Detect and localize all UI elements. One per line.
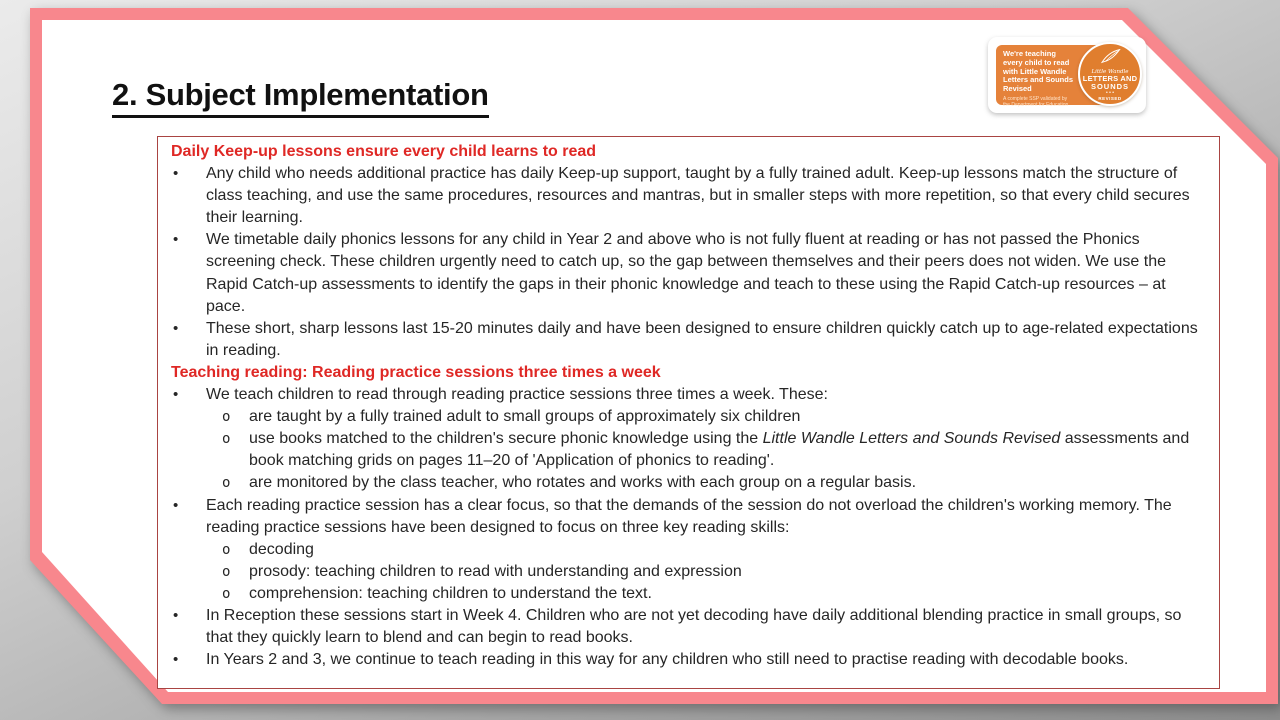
sub-bullet-item [158,583,1207,605]
sub-bullet-item [158,472,1207,494]
sub-bullet-marker: o [222,563,231,580]
sub-bullet-marker: o [222,475,231,492]
badge-title-line2: SOUNDS [1090,82,1130,91]
sub-bullet-item [158,539,1207,561]
bird-icon [1098,48,1122,64]
sub-bullet-item [158,561,1207,583]
logo-tagline: We're teaching every child to read with Little Wandle Letters and Sounds Revised [1003,49,1074,94]
little-wandle-logo [988,37,1146,113]
item-text: are monitored by the class teacher, who rotates and works with each group on a regular basis. [249,474,917,492]
badge-dots: • • • [1105,90,1115,96]
bullet-marker: • [173,651,179,669]
sub-bullet-marker: o [222,541,231,558]
content-box [157,136,1220,689]
item-text: are taught by a fully trained adult to small groups of approximately six children [249,408,801,426]
section-heading [158,141,1207,163]
bullet-item [158,495,1207,539]
bullet-item [158,649,1207,671]
bullet-item [158,318,1207,362]
item-text: Any child who needs additional practice has daily Keep-up support, taught by a fully trained adult. Keep-up lessons match the structure of class teaching, and use the same procedures, resources and mantras, but in smaller steps with more repetition, so that every child secures their learning. [206,165,1190,227]
sub-bullet-item [158,406,1207,428]
item-text: comprehension: teaching children to understand the text. [249,584,652,602]
item-text: use books matched to the children's secure phonic knowledge using the Little Wandle Letters and Sounds Revised assessments and book matching grids on pages 11–20 of 'Application of phonics to reading'. [249,430,1190,470]
logo-validation-note: A complete SSP validated by the Department for Education [1003,95,1069,108]
item-text: We teach children to read through reading practice sessions three times a week. These: [206,386,828,404]
bullet-marker: • [173,386,179,404]
item-text: In Years 2 and 3, we continue to teach reading in this way for any children who still need to practise reading with decodable books. [206,651,1129,669]
badge-revised-text: REVISED [1098,96,1122,101]
item-text: In Reception these sessions start in Week 4. Children who are not yet decoding have daily additional blending practice in small groups, so that they quickly learn to blend and can begin to read books. [206,606,1182,647]
item-text: Each reading practice session has a clear focus, so that the demands of the session do not overload the children's working memory. The reading practice sessions have been designed to focus on three key reading skills: [206,496,1172,536]
page-title: 2. Subject Implementation [112,78,489,118]
sub-bullet-item [158,428,1207,472]
badge-brand-text: Little Wandle [1091,69,1129,75]
bullet-item [158,384,1207,406]
bullet-marker: • [173,496,179,514]
bullet-item [158,163,1207,229]
section-heading [158,362,1207,384]
logo-card [988,37,1146,113]
sub-bullet-marker: o [222,409,231,426]
badge-title-line1: LETTERS AND [1082,74,1138,83]
bullet-item [158,229,1207,317]
heading-text: Daily Keep-up lessons ensure every child learns to read [171,143,597,160]
sub-bullet-marker: o [222,431,231,448]
bullet-marker: • [173,231,179,249]
bullet-marker: • [173,319,179,337]
sub-bullet-marker: o [222,585,231,602]
item-text: We timetable daily phonics lessons for any child in Year 2 and above who is not fully fluent at reading or has not passed the Phonics screening check. These children urgently need to catch up, so the gap between themselves and their peers does not widen. We use the Rapid Catch-up assessments to identify the gaps in their phonic knowledge and teach to these using the Rapid Catch-up resources – at pace. [206,231,1166,315]
logo-badge [1078,42,1142,106]
bullet-item [158,605,1207,649]
item-text: prosody: teaching children to read with understanding and expression [249,562,742,580]
bullet-marker: • [173,606,179,624]
item-text: These short, sharp lessons last 15-20 minutes daily and have been designed to ensure children quickly catch up to age-related expectations in reading. [206,319,1198,359]
item-text: decoding [249,540,314,558]
heading-text: Teaching reading: Reading practice sessions three times a week [171,363,661,381]
bullet-marker: • [173,165,179,183]
